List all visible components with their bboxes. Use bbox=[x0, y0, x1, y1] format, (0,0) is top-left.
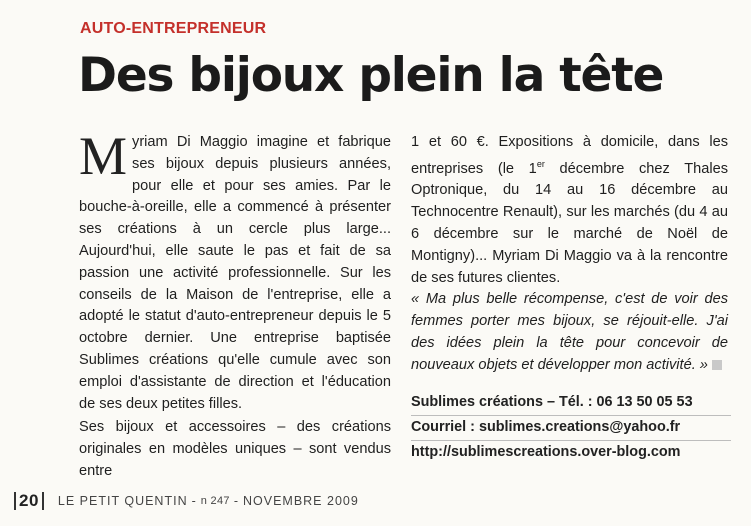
continued-text-b: décembre chez Thales Optronique, du 14 au 16 décembre au Technocentre Renault), sur les marchés (du 4 au 6 décembre sur le marché de Noël de Montigny)... Myriam Di Maggio va à la rencontre de ses futures clientes. bbox=[411, 160, 728, 286]
page-footer bbox=[14, 492, 359, 510]
article-column-right bbox=[411, 132, 728, 377]
issue-date: NOVEMBRE 2009 bbox=[242, 494, 359, 508]
contact-website[interactable]: http://sublimescreations.over-blog.com bbox=[411, 444, 681, 460]
end-mark-icon bbox=[712, 360, 722, 370]
section-kicker: AUTO-ENTREPRENEUR bbox=[80, 20, 267, 37]
drop-cap: M bbox=[79, 126, 128, 186]
paragraph-products: Ses bijoux et accessoires – des créations originales en modèles uniques – sont vendus entre bbox=[79, 419, 391, 479]
intro-text: yriam Di Maggio imagine et fabrique ses bijoux depuis plusieurs années, pour elle et pour ses amies. Par le bouche-à-oreille, elle a commencé à présenter ses créations à un cercle plus large... Aujourd'hui, elle saute le pas et fait de sa passion une activité professionnelle. Sur les conseils de la Maison de l'entreprise, elle a adopté le statut d'auto-entrepreneur depuis le 5 octobre dernier. Une entreprise baptisée Sublimes créations qu'elle cumule avec son emploi d'assistante de direction et l'éducation de ses deux petites filles. bbox=[79, 134, 391, 412]
contact-box bbox=[411, 391, 731, 465]
ordinal-sup: er bbox=[536, 158, 545, 169]
quote-text: « Ma plus belle récompense, c'est de voir des femmes porter mes bijoux, se réjouit-elle. J'ai des idées plein la tête pour concevoir de nouveaux objets et développer mon activité. » bbox=[411, 291, 728, 373]
contact-phone: Sublimes créations – Tél. : 06 13 50 05 53 bbox=[411, 391, 731, 416]
paragraph-continued bbox=[411, 132, 728, 289]
footer-separator-2: - bbox=[233, 494, 239, 508]
article-column-left bbox=[79, 126, 391, 483]
paragraph-intro bbox=[79, 126, 391, 415]
contact-email[interactable]: Courriel : sublimes.creations@yahoo.fr bbox=[411, 416, 731, 441]
page-number: 20 bbox=[14, 492, 44, 510]
issue-number: n 247 bbox=[200, 495, 230, 507]
article-title: Des bijoux plein la tête bbox=[78, 48, 664, 103]
footer-separator: - bbox=[191, 494, 197, 508]
continued-text-a: 1 et 60 €. Expositions à domicile, dans les entreprises (le 1 bbox=[411, 134, 728, 177]
paragraph-quote bbox=[411, 289, 728, 376]
publication-name: LE PETIT QUENTIN bbox=[57, 494, 188, 508]
